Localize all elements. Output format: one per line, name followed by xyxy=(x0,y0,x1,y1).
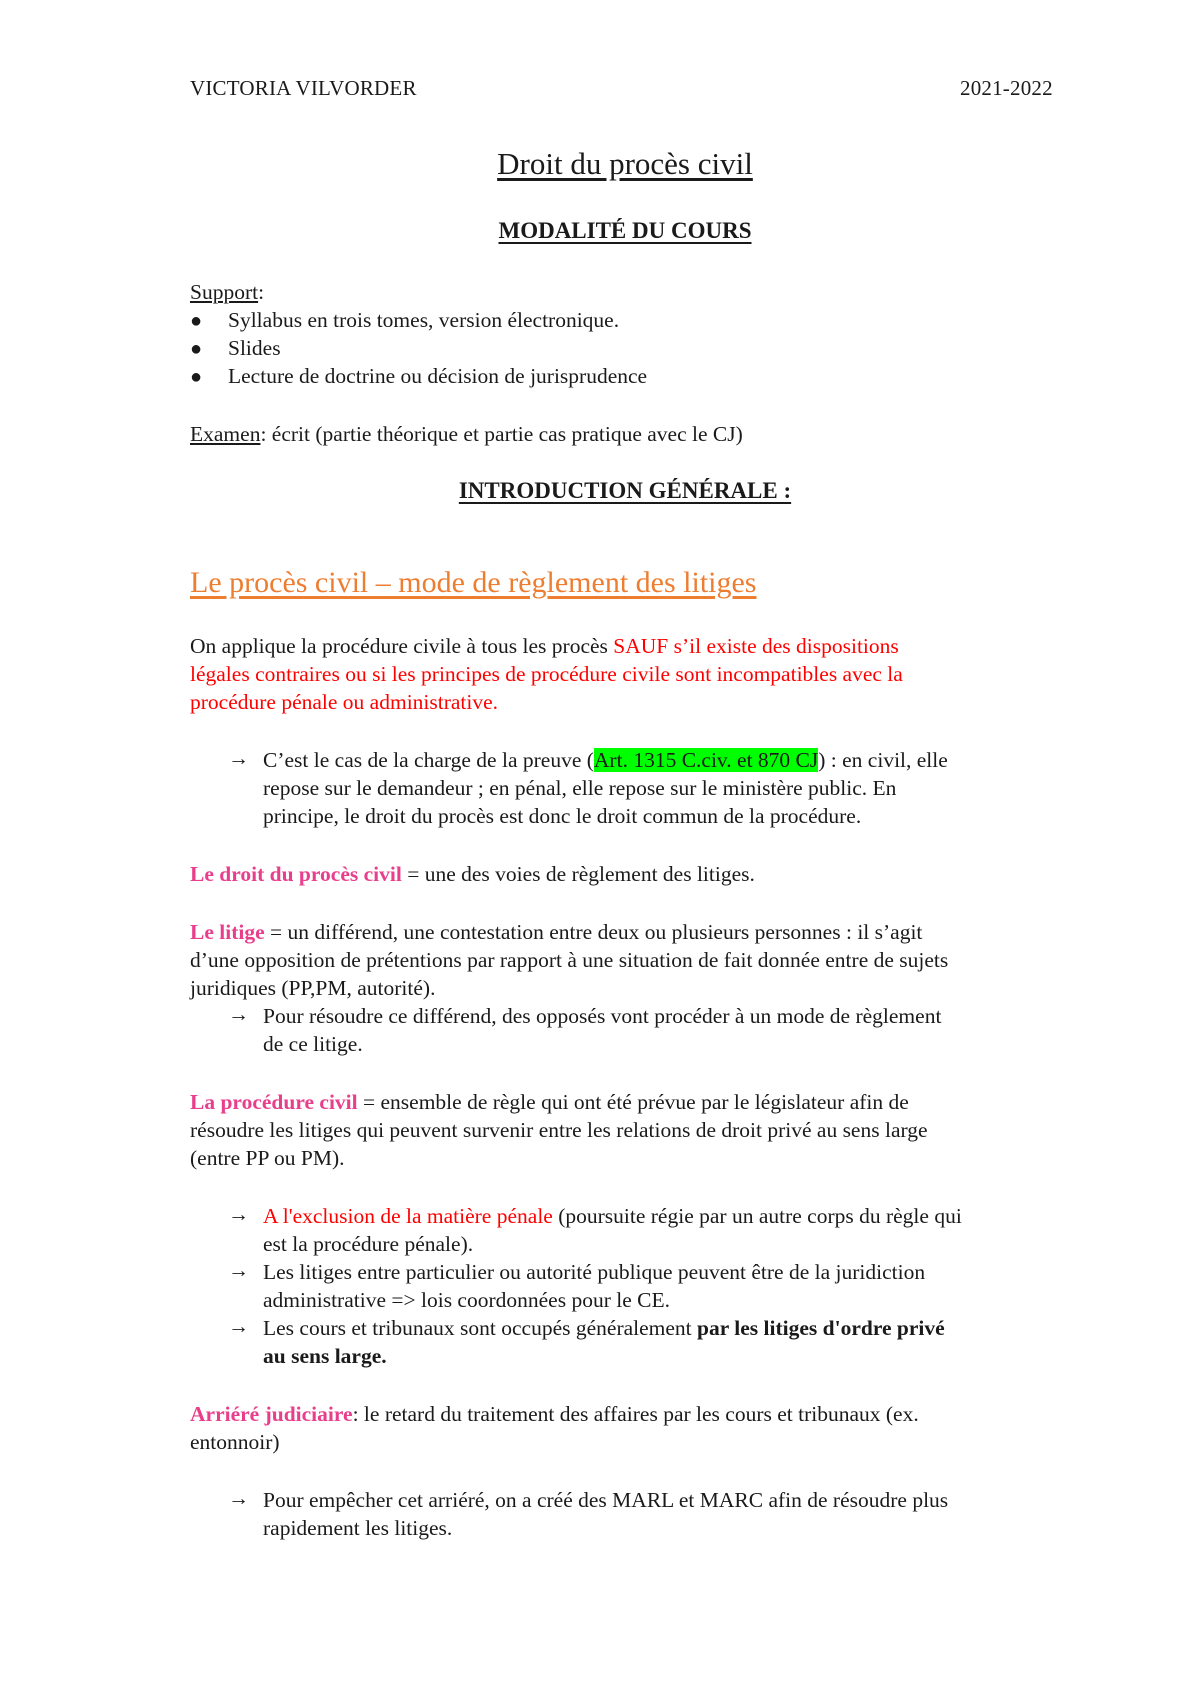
paragraph-line: On applique la procédure civile à tous les procès SAUF s’il existe des dispositions xyxy=(190,634,899,658)
arrow-right-icon: → xyxy=(228,746,249,770)
definition-term: Le litige xyxy=(190,920,265,944)
paragraph-line: procédure pénale ou administrative. xyxy=(190,690,499,714)
support-line: Support: xyxy=(190,280,265,304)
support-label: Support xyxy=(190,280,259,304)
arrow-right-icon: → xyxy=(228,1202,249,1226)
definition-line: d’une opposition de prétentions par rapport à une situation de fait donnée entre de sujets xyxy=(190,948,949,972)
arrow-item-line: repose sur le demandeur ; en pénal, elle repose sur le ministère public. En xyxy=(263,776,897,800)
definition-line: (entre PP ou PM). xyxy=(190,1146,345,1170)
arrow-item-line: est la procédure pénale). xyxy=(263,1232,474,1256)
arrow-item-line: C’est le cas de la charge de la preuve (Art. 1315 C.civ. et 870 CJ) : en civil, elle xyxy=(263,748,948,772)
arrow-item-line: au sens large. xyxy=(263,1344,387,1368)
section-heading: Le procès civil – mode de règlement des litiges xyxy=(190,566,757,599)
header-year: 2021-2022 xyxy=(960,76,1053,100)
arrow-right-icon: → xyxy=(228,1486,249,1510)
definition-line: résoudre les litiges qui peuvent survenir entre les relations de droit privé au sens large xyxy=(190,1118,928,1142)
modalite-heading: MODALITÉ DU COURS xyxy=(498,218,752,243)
arrow-item-line: Les cours et tribunaux sont occupés généralement par les litiges d'ordre privé xyxy=(263,1316,945,1340)
intro-heading: INTRODUCTION GÉNÉRALE : xyxy=(458,478,792,503)
arrow-right-icon: → xyxy=(228,1258,249,1282)
arrow-item-line: Pour résoudre ce différend, des opposés vont procéder à un mode de règlement xyxy=(263,1004,942,1028)
header-author: VICTORIA VILVORDER xyxy=(190,76,417,100)
definition-term: La procédure civil xyxy=(190,1090,358,1114)
examen-label: Examen xyxy=(190,422,261,446)
arrow-item-line: Pour empêcher cet arriéré, on a créé des MARL et MARC afin de résoudre plus xyxy=(263,1488,949,1512)
arrow-item-line: administrative => lois coordonnées pour le CE. xyxy=(263,1288,670,1312)
bullet-icon: ● xyxy=(190,310,203,332)
definition-term: Le droit du procès civil xyxy=(190,862,402,886)
support-item: Lecture de doctrine ou décision de jurisprudence xyxy=(228,364,648,388)
arrow-item-line: principe, le droit du procès est donc le droit commun de la procédure. xyxy=(263,804,862,828)
bullet-icon: ● xyxy=(190,366,203,388)
definition-line: juridiques (PP,PM, autorité). xyxy=(190,976,436,1000)
definition-line: Arriéré judiciaire: le retard du traitement des affaires par les cours et tribunaux (ex. xyxy=(190,1402,919,1426)
arrow-item-line: A l'exclusion de la matière pénale (poursuite régie par un autre corps du règle qui xyxy=(263,1204,962,1228)
definition-line: Le droit du procès civil = une des voies de règlement des litiges. xyxy=(190,862,755,886)
definition-line: entonnoir) xyxy=(190,1430,280,1454)
arrow-right-icon: → xyxy=(228,1314,249,1338)
definition-term: Arriéré judiciaire xyxy=(190,1402,353,1426)
arrow-item-line: rapidement les litiges. xyxy=(263,1516,453,1540)
definition-line: Le litige = un différend, une contestation entre deux ou plusieurs personnes : il s’agit xyxy=(190,920,923,944)
examen-line: Examen: écrit (partie théorique et partie cas pratique avec le CJ) xyxy=(190,422,743,446)
support-item: Slides xyxy=(228,336,281,360)
support-item: Syllabus en trois tomes, version électronique. xyxy=(228,308,620,332)
highlighted-reference: Art. 1315 C.civ. et 870 CJ xyxy=(593,748,819,772)
arrow-item-line: de ce litige. xyxy=(263,1032,363,1056)
paragraph-line: légales contraires ou si les principes de procédure civile sont incompatibles avec la xyxy=(190,662,903,686)
page-title: Droit du procès civil xyxy=(497,146,753,181)
bullet-icon: ● xyxy=(190,338,203,360)
arrow-right-icon: → xyxy=(228,1002,249,1026)
arrow-item-line: Les litiges entre particulier ou autorité publique peuvent être de la juridiction xyxy=(263,1260,926,1284)
definition-line: La procédure civil = ensemble de règle qui ont été prévue par le législateur afin de xyxy=(190,1090,909,1114)
